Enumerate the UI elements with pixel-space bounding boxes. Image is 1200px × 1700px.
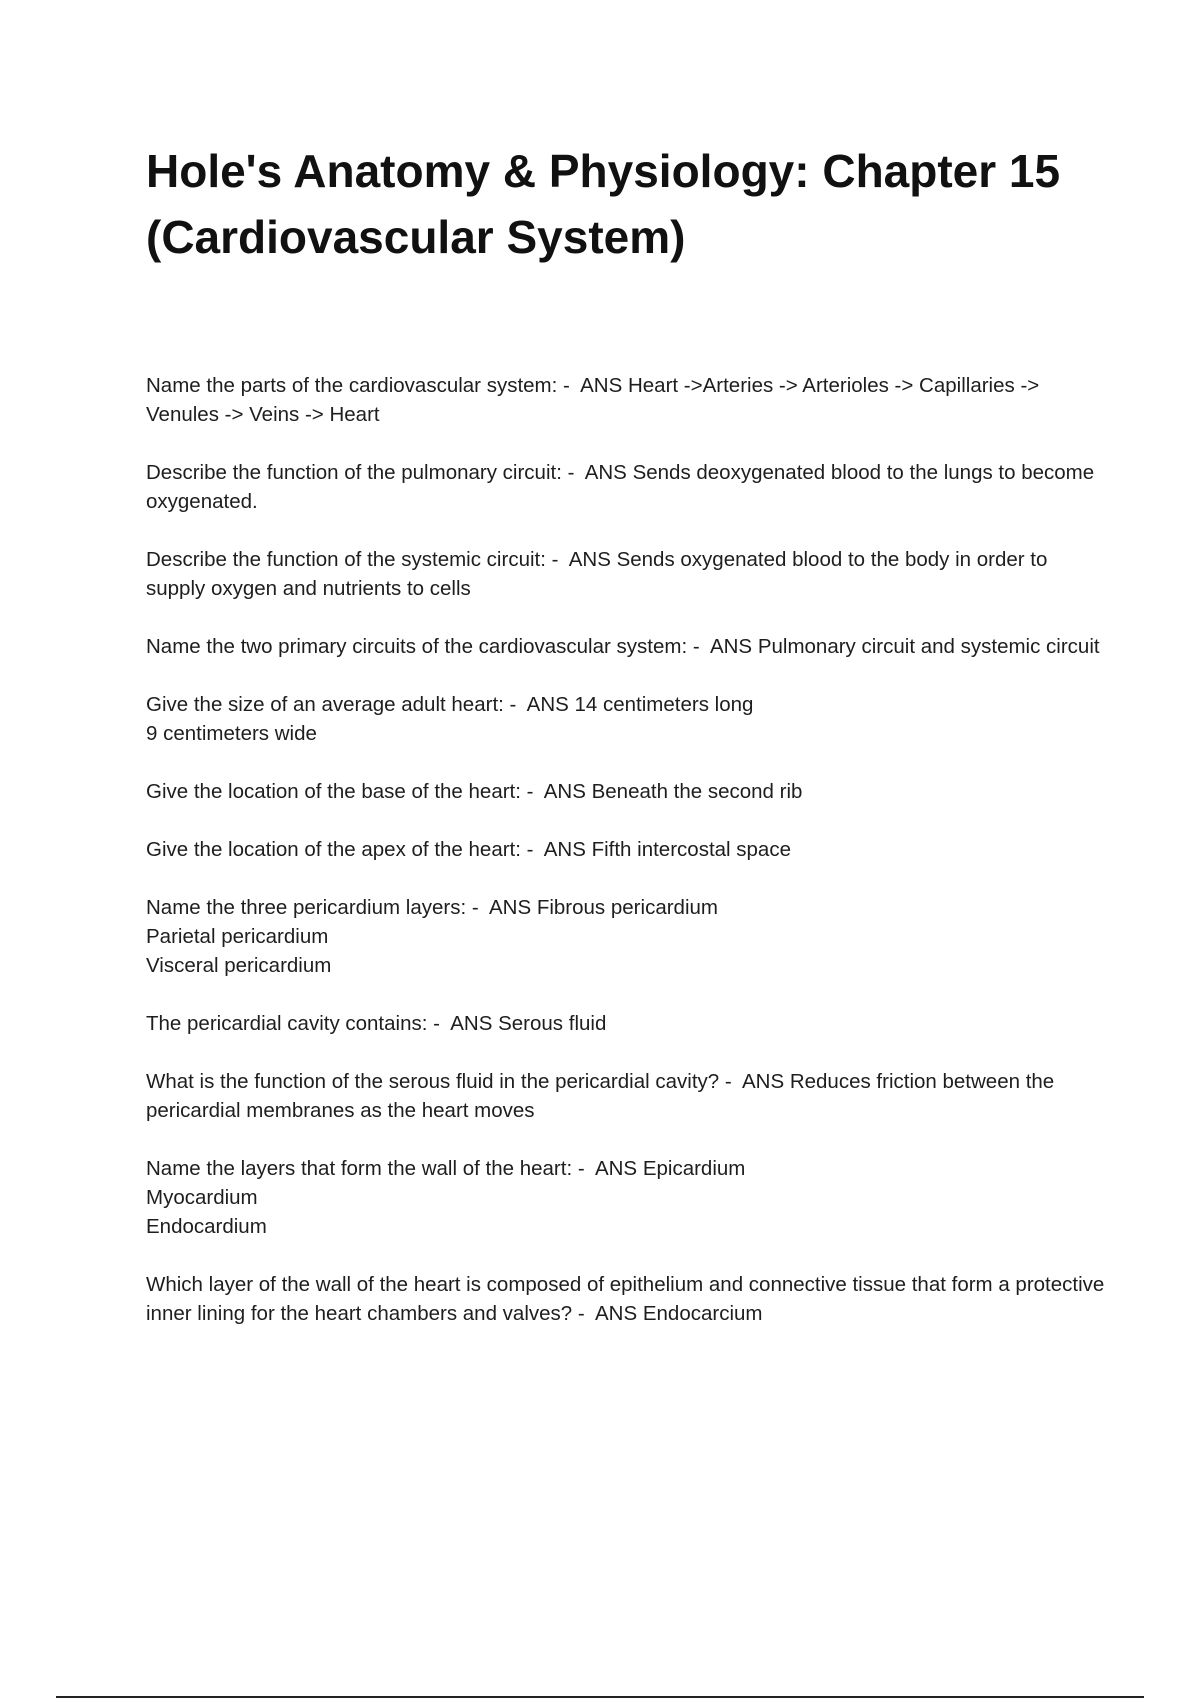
answer-line: Pulmonary circuit and systemic circuit [757,635,1100,658]
answer-line: Reduces friction between the pericardial membranes as the heart moves [146,1070,1055,1122]
answer-prefix: ANS [568,548,611,571]
question-answer-separator: - [687,635,710,658]
answer-line: Endocarcium [642,1302,763,1325]
answer-line: Fibrous pericardium [536,896,718,919]
answer-prefix: ANS [450,1012,493,1035]
qa-item [146,1270,1106,1328]
question-text: The pericardial cavity contains: [146,1012,428,1035]
answer-prefix: ANS [584,461,627,484]
answer-line: Visceral pericardium [146,954,332,977]
answer-line: Sends oxygenated blood to the body in order to supply oxygen and nutrients to cells [146,548,1048,600]
answer-line: Parietal pericardium [146,925,329,948]
page-title: Hole's Anatomy & Physiology: Chapter 15 (Cardiovascular System) [146,145,1061,263]
qa-item [146,1009,1106,1038]
question-text: Which layer of the wall of the heart is composed of epithelium and connective tissue that form a protective inner lining for the heart chambers and valves? [146,1273,1105,1325]
question-text: Name the three pericardium layers: [146,896,467,919]
answer-line: Heart ->Arteries -> Arterioles -> Capillaries -> Venules -> Veins -> Heart [146,374,1040,426]
question-text: Give the location of the base of the heart: [146,780,521,803]
answer-prefix: ANS [543,780,586,803]
answer-line: Sends deoxygenated blood to the lungs to become oxygenated. [146,461,1095,513]
qa-item [146,777,1106,806]
question-text: Name the parts of the cardiovascular system: [146,374,558,397]
question-answer-separator: - [561,461,585,484]
qa-item [146,458,1106,516]
answer-prefix: ANS [580,374,623,397]
answer-prefix: ANS [526,693,569,716]
qa-item [146,1067,1106,1125]
question-answer-separator: - [719,1070,742,1093]
answer-prefix: ANS [594,1157,638,1180]
qa-item [146,690,1106,748]
question-text: Describe the function of the systemic circuit: [146,548,546,571]
qa-item [146,371,1106,429]
answer-prefix: ANS [488,896,532,919]
question-text: Name the two primary circuits of the cardiovascular system: [146,635,688,658]
question-text: Describe the function of the pulmonary circuit: [146,461,562,484]
answer-line: Fifth intercostal space [591,838,791,861]
question-text: Name the layers that form the wall of the heart: [146,1157,573,1180]
qa-item [146,893,1106,980]
answer-line: Serous fluid [498,1012,607,1035]
question-answer-separator: - [520,838,544,861]
answer-line: 14 centimeters long [574,693,754,716]
question-text: Give the location of the apex of the heart: [146,838,521,861]
question-text: What is the function of the serous fluid in the pericardial cavity? [146,1070,720,1093]
answer-prefix: ANS [543,838,586,861]
answer-line: Endocardium [146,1215,267,1238]
question-answer-separator: - [572,1157,595,1180]
answer-prefix: ANS [709,635,753,658]
answer-line: Myocardium [146,1186,258,1209]
qa-list [146,371,1106,1357]
question-answer-separator: - [557,374,581,397]
question-answer-separator: - [427,1012,451,1035]
answer-line: 9 centimeters wide [146,722,317,745]
question-text: Give the size of an average adult heart: [146,693,504,716]
footer-divider [56,1696,1144,1698]
question-answer-separator: - [545,548,569,571]
answer-line: Epicardium [642,1157,746,1180]
qa-item [146,1154,1106,1241]
qa-item [146,545,1106,603]
question-answer-separator: - [520,780,544,803]
answer-prefix: ANS [741,1070,785,1093]
qa-item [146,632,1106,661]
question-answer-separator: - [466,896,489,919]
question-answer-separator: - [503,693,527,716]
question-answer-separator: - [572,1302,595,1325]
answer-prefix: ANS [594,1302,638,1325]
answer-line: Beneath the second rib [591,780,803,803]
qa-item [146,835,1106,864]
